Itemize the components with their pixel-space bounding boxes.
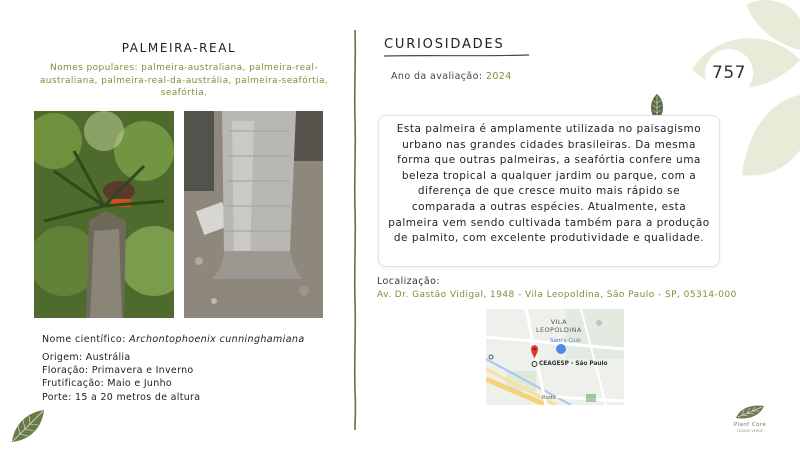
evaluation-year [391, 71, 512, 82]
fact-size: Porte: 15 a 20 metros de altura [42, 391, 201, 403]
palm-trunk-photo [184, 111, 323, 318]
description-text: Esta palmeira é amplamente utilizada no paisagismo urbano nas grandes cidades brasileiras. Da mesma forma que outras palmeiras, a seafórtia confere uma beleza tropical a qualquer jardim ou parque, com a diferença de que cresce muito mais rápido se comparada a outras espécies. Atualmente, esta palmeira vem sendo cultivada também para a produção de palmito, com excelente produtividade e qualidade. [388, 123, 710, 245]
scientific-name-line [42, 334, 305, 345]
location-label: Localização: [377, 276, 440, 287]
fact-flowering: Floração: Primavera e Inverno [42, 365, 194, 377]
fact-origin: Origem: Austrália [42, 352, 131, 363]
species-title: PALMEIRA-REAL [121, 41, 237, 55]
map-district-line2: LEOPOLDINA [536, 325, 582, 334]
year-value: 2024 [485, 71, 512, 82]
map-district-label [536, 319, 582, 334]
facts-list [42, 351, 200, 404]
scientific-name: Archontophoenix cunninghamiana [129, 334, 305, 345]
description-card [378, 115, 720, 267]
map-district-line1: VILA [550, 318, 567, 326]
map-store-label: Sam's Club [550, 338, 581, 344]
brand-tagline: CIDADE VERDE [736, 429, 764, 433]
leaf-bottom-left-icon [8, 406, 48, 446]
brand-name: Plant Core [733, 422, 767, 428]
year-label: Ano da avaliação: [391, 71, 486, 82]
popular-names: Nomes populares: palmeira-australiana, palmeira-real-australiana, palmeira-real-da-austrália, palmeira-seafórtia, seafórtia. [39, 63, 329, 98]
column-divider [350, 30, 360, 430]
fact-fruiting: Frutificação: Maio e Junho [42, 378, 173, 390]
map-place-label: CEAGESP - São Paulo [539, 361, 608, 367]
brand-leaf-icon [726, 402, 774, 422]
brand-logo [726, 402, 774, 438]
location-address: Av. Dr. Gastão Vidigal, 1948 - Vila Leopoldina, São Paulo - SP, 05314-000 [377, 290, 737, 300]
title-underline [384, 54, 529, 57]
palm-canopy-photo [34, 111, 174, 318]
location-map[interactable] [486, 309, 624, 405]
map-road-label: Rodo... [542, 395, 561, 401]
curiosities-title: CURIOSIDADES [384, 37, 505, 52]
scientific-label: Nome científico: [42, 334, 130, 345]
plant-number-badge: 757 [705, 49, 753, 97]
